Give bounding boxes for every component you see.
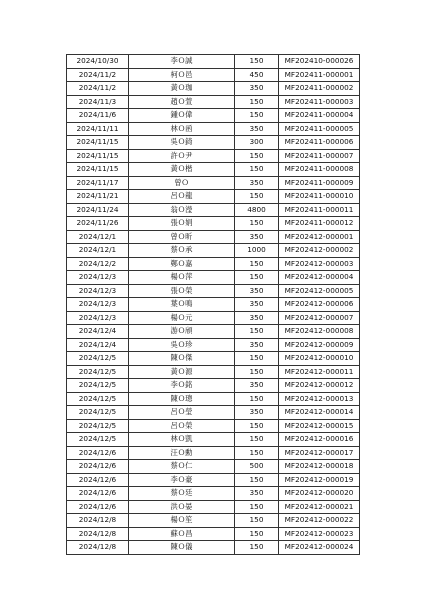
amount-cell: 150 [235,271,279,285]
date-cell: 2024/12/8 [67,541,129,555]
date-cell: 2024/12/4 [67,338,129,352]
date-cell: 2024/12/5 [67,419,129,433]
table-row [67,190,360,204]
table-row [67,473,360,487]
receipt-number-cell: MF202411-000007 [279,149,360,163]
donation-ledger-table [66,54,360,555]
table-row [67,55,360,69]
receipt-number-cell: MF202412-000024 [279,541,360,555]
receipt-number-cell: MF202412-000022 [279,514,360,528]
table-row [67,365,360,379]
table-row [67,487,360,501]
amount-cell: 300 [235,136,279,150]
table-row [67,271,360,285]
table-row [67,122,360,136]
name-cell: 李Ｏ銘 [129,379,235,393]
date-cell: 2024/12/5 [67,406,129,420]
table-row [67,514,360,528]
amount-cell: 350 [235,487,279,501]
receipt-number-cell: MF202411-000002 [279,82,360,96]
amount-cell: 350 [235,379,279,393]
table-row [67,392,360,406]
date-cell: 2024/11/24 [67,203,129,217]
receipt-number-cell: MF202412-000020 [279,487,360,501]
amount-cell: 150 [235,217,279,231]
date-cell: 2024/11/11 [67,122,129,136]
table-row [67,500,360,514]
date-cell: 2024/11/6 [67,109,129,123]
date-cell: 2024/12/3 [67,284,129,298]
receipt-number-cell: MF202411-000006 [279,136,360,150]
date-cell: 2024/10/30 [67,55,129,69]
table-row [67,68,360,82]
table-row [67,460,360,474]
table-row [67,95,360,109]
amount-cell: 150 [235,257,279,271]
name-cell: 呂Ｏ瑩 [129,406,235,420]
date-cell: 2024/12/1 [67,244,129,258]
amount-cell: 150 [235,352,279,366]
name-cell: 曾Ｏ昕 [129,230,235,244]
table-row [67,527,360,541]
amount-cell: 350 [235,338,279,352]
receipt-number-cell: MF202411-000011 [279,203,360,217]
receipt-number-cell: MF202410-000026 [279,55,360,69]
name-cell: 張Ｏ娟 [129,217,235,231]
amount-cell: 150 [235,419,279,433]
table-row [67,136,360,150]
receipt-number-cell: MF202412-000017 [279,446,360,460]
receipt-number-cell: MF202412-000018 [279,460,360,474]
table-row [67,82,360,96]
name-cell: 李Ｏ豪 [129,473,235,487]
receipt-number-cell: MF202411-000005 [279,122,360,136]
date-cell: 2024/12/5 [67,365,129,379]
table-row [67,311,360,325]
table-row [67,419,360,433]
table-row [67,109,360,123]
amount-cell: 150 [235,190,279,204]
amount-cell: 350 [235,284,279,298]
name-cell: 柯Ｏ邑 [129,68,235,82]
receipt-number-cell: MF202412-000007 [279,311,360,325]
date-cell: 2024/11/26 [67,217,129,231]
name-cell: 鍾Ｏ偉 [129,109,235,123]
name-cell: 陳Ｏ璁 [129,392,235,406]
name-cell: 楊Ｏ笙 [129,514,235,528]
date-cell: 2024/12/6 [67,500,129,514]
receipt-number-cell: MF202412-000001 [279,230,360,244]
receipt-number-cell: MF202411-000008 [279,163,360,177]
date-cell: 2024/12/2 [67,257,129,271]
name-cell: 黃Ｏ楷 [129,163,235,177]
amount-cell: 150 [235,514,279,528]
receipt-number-cell: MF202411-000009 [279,176,360,190]
table-row [67,541,360,555]
date-cell: 2024/11/15 [67,163,129,177]
amount-cell: 350 [235,406,279,420]
ledger-body [67,55,360,555]
amount-cell: 450 [235,68,279,82]
amount-cell: 4800 [235,203,279,217]
receipt-number-cell: MF202411-000003 [279,95,360,109]
name-cell: 鄭Ｏ嘉 [129,257,235,271]
table-row [67,406,360,420]
amount-cell: 350 [235,311,279,325]
amount-cell: 500 [235,460,279,474]
name-cell: 趙Ｏ萱 [129,95,235,109]
receipt-number-cell: MF202412-000014 [279,406,360,420]
receipt-number-cell: MF202412-000010 [279,352,360,366]
amount-cell: 150 [235,446,279,460]
amount-cell: 150 [235,325,279,339]
amount-cell: 350 [235,122,279,136]
receipt-number-cell: MF202411-000001 [279,68,360,82]
name-cell: 林Ｏ凱 [129,433,235,447]
amount-cell: 350 [235,298,279,312]
amount-cell: 150 [235,473,279,487]
date-cell: 2024/12/3 [67,271,129,285]
table-row [67,176,360,190]
name-cell: 楊Ｏ萍 [129,271,235,285]
table-row [67,257,360,271]
name-cell: 張Ｏ榮 [129,284,235,298]
receipt-number-cell: MF202411-000010 [279,190,360,204]
name-cell: 許Ｏ尹 [129,149,235,163]
name-cell: 洪Ｏ晏 [129,500,235,514]
receipt-number-cell: MF202412-000013 [279,392,360,406]
table-row [67,244,360,258]
table-row [67,379,360,393]
date-cell: 2024/12/6 [67,460,129,474]
receipt-number-cell: MF202412-000012 [279,379,360,393]
date-cell: 2024/11/15 [67,149,129,163]
amount-cell: 150 [235,392,279,406]
name-cell: 呂Ｏ龍 [129,190,235,204]
date-cell: 2024/11/15 [67,136,129,150]
amount-cell: 150 [235,163,279,177]
receipt-number-cell: MF202412-000002 [279,244,360,258]
receipt-number-cell: MF202411-000004 [279,109,360,123]
receipt-number-cell: MF202412-000021 [279,500,360,514]
receipt-number-cell: MF202412-000008 [279,325,360,339]
date-cell: 2024/12/3 [67,298,129,312]
name-cell: 葉Ｏ鳴 [129,298,235,312]
name-cell: 汪Ｏ勳 [129,446,235,460]
amount-cell: 150 [235,149,279,163]
name-cell: 吳Ｏ珍 [129,338,235,352]
amount-cell: 150 [235,365,279,379]
table-row [67,338,360,352]
amount-cell: 350 [235,230,279,244]
receipt-number-cell: MF202412-000005 [279,284,360,298]
receipt-number-cell: MF202412-000016 [279,433,360,447]
name-cell: 陳Ｏ傑 [129,352,235,366]
name-cell: 呂Ｏ榮 [129,419,235,433]
receipt-number-cell: MF202412-000019 [279,473,360,487]
name-cell: 黃Ｏ珈 [129,82,235,96]
name-cell: 陳Ｏ儀 [129,541,235,555]
amount-cell: 150 [235,541,279,555]
date-cell: 2024/12/5 [67,379,129,393]
name-cell: 楊Ｏ元 [129,311,235,325]
date-cell: 2024/12/5 [67,352,129,366]
date-cell: 2024/12/6 [67,473,129,487]
receipt-number-cell: MF202412-000006 [279,298,360,312]
name-cell: 黃Ｏ源 [129,365,235,379]
table-row [67,203,360,217]
amount-cell: 150 [235,55,279,69]
name-cell: 蔡Ｏ承 [129,244,235,258]
name-cell: 林Ｏ函 [129,122,235,136]
name-cell: 蔡Ｏ仁 [129,460,235,474]
date-cell: 2024/12/5 [67,433,129,447]
table-row [67,446,360,460]
date-cell: 2024/12/8 [67,527,129,541]
table-row [67,284,360,298]
table-row [67,325,360,339]
date-cell: 2024/12/1 [67,230,129,244]
name-cell: 游Ｏ頎 [129,325,235,339]
date-cell: 2024/11/17 [67,176,129,190]
amount-cell: 350 [235,82,279,96]
receipt-number-cell: MF202412-000023 [279,527,360,541]
amount-cell: 350 [235,176,279,190]
receipt-number-cell: MF202412-000011 [279,365,360,379]
name-cell: 蘇Ｏ昌 [129,527,235,541]
date-cell: 2024/11/2 [67,82,129,96]
receipt-number-cell: MF202412-000004 [279,271,360,285]
amount-cell: 1000 [235,244,279,258]
receipt-number-cell: MF202412-000015 [279,419,360,433]
date-cell: 2024/12/6 [67,487,129,501]
date-cell: 2024/12/5 [67,392,129,406]
date-cell: 2024/11/2 [67,68,129,82]
date-cell: 2024/12/3 [67,311,129,325]
receipt-number-cell: MF202412-000009 [279,338,360,352]
table-row [67,352,360,366]
date-cell: 2024/11/21 [67,190,129,204]
name-cell: 吳Ｏ錡 [129,136,235,150]
receipt-number-cell: MF202411-000012 [279,217,360,231]
table-row [67,433,360,447]
receipt-number-cell: MF202412-000003 [279,257,360,271]
amount-cell: 150 [235,95,279,109]
amount-cell: 150 [235,527,279,541]
name-cell: 李Ｏ誠 [129,55,235,69]
name-cell: 蔡Ｏ廷 [129,487,235,501]
table-row [67,298,360,312]
table-row [67,217,360,231]
date-cell: 2024/11/3 [67,95,129,109]
table-row [67,230,360,244]
table-row [67,163,360,177]
date-cell: 2024/12/6 [67,446,129,460]
date-cell: 2024/12/8 [67,514,129,528]
date-cell: 2024/12/4 [67,325,129,339]
amount-cell: 150 [235,109,279,123]
amount-cell: 150 [235,433,279,447]
amount-cell: 150 [235,500,279,514]
name-cell: 曾Ｏ [129,176,235,190]
name-cell: 翁Ｏ瀅 [129,203,235,217]
table-row [67,149,360,163]
